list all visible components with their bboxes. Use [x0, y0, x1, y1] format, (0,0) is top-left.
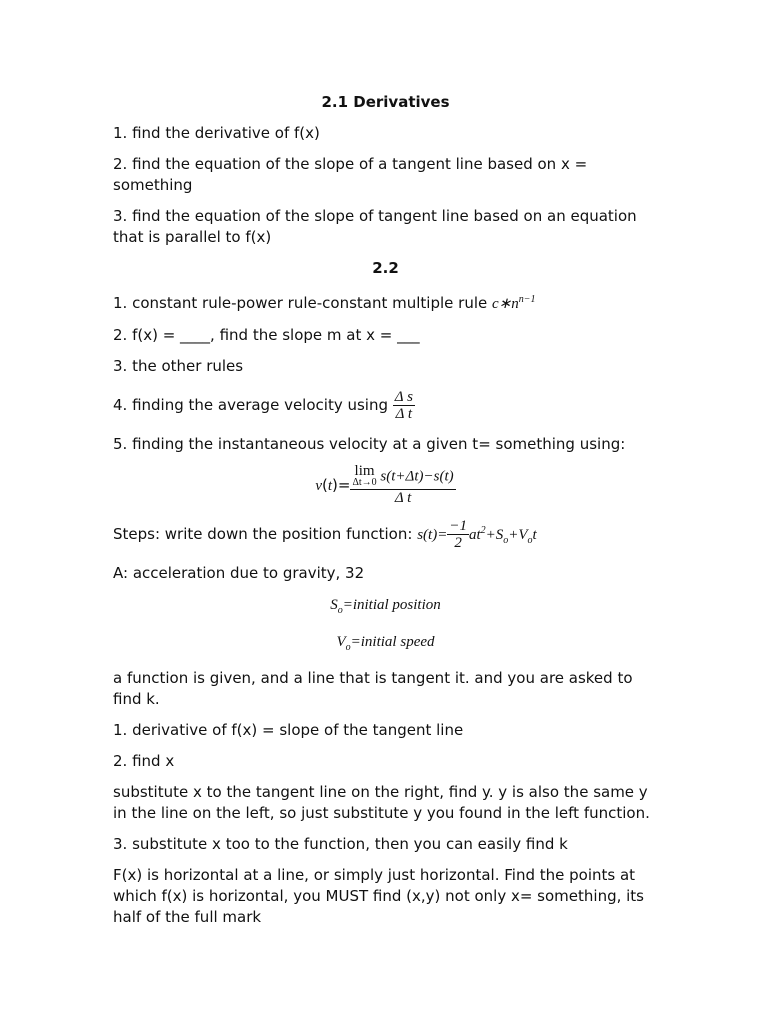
sec2-item-2: 2. f(x) = ____, find the slope m at x = ___	[113, 326, 420, 344]
sec1-item-2: 2. find the equation of the slope of a tangent line based on x = something	[113, 155, 588, 194]
vo-definition-text: =initial speed	[350, 634, 435, 650]
vo-definition: $V_o=initial$ speed	[336, 634, 435, 653]
sec2-item-4	[113, 389, 658, 422]
power-rule-formula: $c∗n^{n-1}$	[492, 294, 536, 312]
so-definition: $S_o=initial$ position	[330, 597, 441, 616]
so-definition-text: =initial position	[342, 597, 441, 613]
tangent-step-3: 3. substitute x too to the function, then you can easily find k	[113, 835, 568, 853]
sec2-item-1	[113, 289, 658, 315]
sec2-item-4-text: 4. finding the average velocity using	[113, 396, 388, 414]
tangent-step-1: 1. derivative of f(x) = slope of the tangent line	[113, 721, 464, 739]
instantaneous-velocity-formula: v(t)= lim Δt→0 s(t+Δt)−s(t) Δ t	[315, 463, 454, 506]
section-title-2-2: 2.2	[372, 259, 399, 277]
sec2-item-3: 3. the other rules	[113, 357, 244, 375]
tangent-intro: a function is given, and a line that is tangent it. and you are asked to find k.	[113, 669, 633, 708]
acceleration-note: A: acceleration due to gravity, 32	[113, 564, 365, 582]
tangent-substitute: substitute x to the tangent line on the right, find y. y is also the same y in the line on the left, so just substitute y you found in the left function.	[113, 783, 650, 822]
avg-velocity-fraction: $\frac{\text{Δ s}}{\text{Δ t}}$	[394, 389, 413, 422]
sec1-item-3: 3. find the equation of the slope of tangent line based on an equation that is parallel to f(x)	[113, 207, 637, 246]
half-fraction: $\frac{-1}{2}$	[449, 518, 467, 551]
horizontal-note: F(x) is horizontal at a line, or simply just horizontal. Find the points at which f(x) is horizontal, you MUST find (x,y) not only x= something, its half of the full mark	[113, 866, 644, 926]
steps-line: Steps: write down the position function: s(t)= $\frac{-1}{2}$ $at^2+S_o+V_ot$	[113, 518, 537, 551]
document-page	[113, 92, 658, 938]
sec2-item-1-text: 1. constant rule-power rule-constant multiple rule	[113, 294, 488, 312]
position-function-formula: s(t)=	[417, 527, 448, 543]
sec2-item-5: 5. finding the instantaneous velocity at a given t= something using:	[113, 435, 626, 453]
tangent-step-2: 2. find x	[113, 752, 175, 770]
steps-label: Steps: write down the position function:	[113, 525, 413, 543]
sec1-item-1: 1. find the derivative of f(x)	[113, 124, 320, 142]
section-title-derivatives: 2.1 Derivatives	[321, 93, 450, 111]
